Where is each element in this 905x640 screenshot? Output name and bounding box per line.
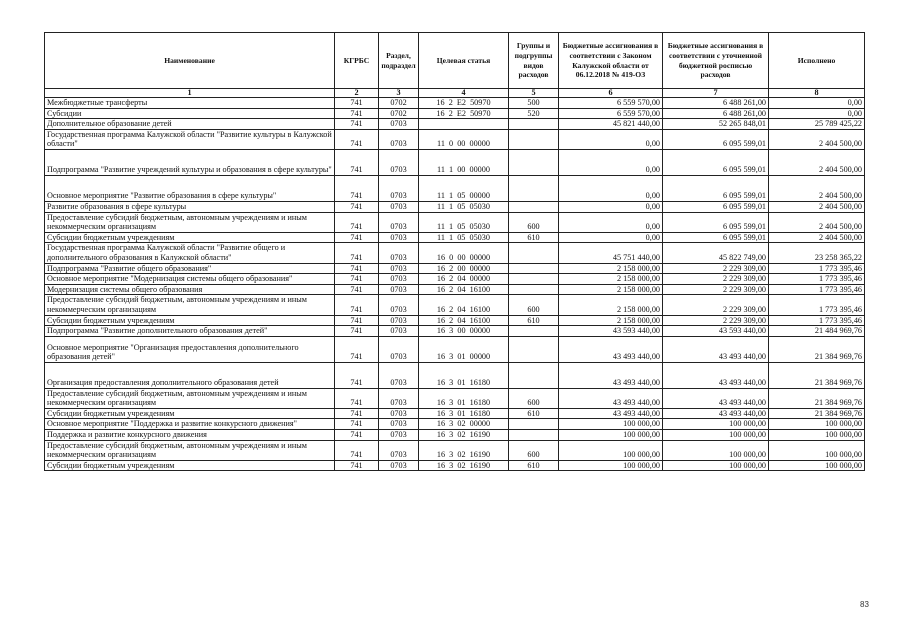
section-cell: 0703 [379, 243, 419, 263]
expense-group-cell [509, 175, 559, 201]
refined-allocation-cell: 52 265 848,01 [663, 119, 769, 130]
row-name-cell: Основное мероприятие "Развитие образования в сфере культуры" [45, 175, 335, 201]
row-name-cell: Подпрограмма "Развитие общего образования" [45, 263, 335, 274]
row-name-cell: Подпрограмма "Развитие учреждений культуры и образования в сфере культуры" [45, 149, 335, 175]
table-row [45, 212, 865, 232]
table-row [45, 460, 865, 471]
executed-cell: 23 258 365,22 [769, 243, 865, 263]
executed-cell: 2 404 500,00 [769, 175, 865, 201]
law-allocation-cell: 100 000,00 [559, 430, 663, 441]
target-article-cell: 16 2 04 00000 [419, 274, 509, 285]
row-name-cell: Подпрограмма "Развитие дополнительного образования детей" [45, 326, 335, 337]
row-name-cell: Государственная программа Калужской области "Развитие культуры в Калужской области" [45, 129, 335, 149]
expense-group-cell [509, 362, 559, 388]
refined-allocation-cell: 100 000,00 [663, 440, 769, 460]
executed-cell: 21 384 969,76 [769, 336, 865, 362]
section-cell: 0703 [379, 326, 419, 337]
kgrbs-cell: 741 [335, 460, 379, 471]
section-cell: 0703 [379, 129, 419, 149]
row-name-cell: Основное мероприятие "Поддержка и развитие конкурсного движения" [45, 419, 335, 430]
row-name-cell: Субсидии бюджетным учреждениям [45, 315, 335, 326]
table-row [45, 149, 865, 175]
row-name-cell: Предоставление субсидий бюджетным, автономным учреждениям и иным некоммерческим организациям [45, 388, 335, 408]
target-article-cell: 16 3 02 00000 [419, 419, 509, 430]
refined-allocation-cell: 43 493 440,00 [663, 388, 769, 408]
column-number: 5 [509, 89, 559, 98]
kgrbs-cell: 741 [335, 263, 379, 274]
expense-group-cell [509, 336, 559, 362]
table-row [45, 336, 865, 362]
law-allocation-cell: 0,00 [559, 149, 663, 175]
table-row [45, 243, 865, 263]
target-article-cell: 16 3 01 00000 [419, 336, 509, 362]
section-cell: 0702 [379, 98, 419, 109]
kgrbs-cell: 741 [335, 326, 379, 337]
target-article-cell: 16 3 02 16190 [419, 430, 509, 441]
kgrbs-cell: 741 [335, 175, 379, 201]
law-allocation-cell: 0,00 [559, 212, 663, 232]
section-cell: 0703 [379, 336, 419, 362]
section-cell: 0703 [379, 175, 419, 201]
law-allocation-cell: 6 559 570,00 [559, 98, 663, 109]
target-article-cell: 11 1 05 05030 [419, 212, 509, 232]
kgrbs-cell: 741 [335, 388, 379, 408]
column-number: 8 [769, 89, 865, 98]
section-cell: 0703 [379, 201, 419, 212]
law-allocation-cell: 43 493 440,00 [559, 388, 663, 408]
executed-cell: 1 773 395,46 [769, 315, 865, 326]
table-row [45, 98, 865, 109]
section-cell: 0703 [379, 408, 419, 419]
refined-allocation-cell: 43 593 440,00 [663, 326, 769, 337]
section-cell: 0703 [379, 119, 419, 130]
target-article-cell: 16 2 00 00000 [419, 263, 509, 274]
row-name-cell: Организация предоставления дополнительного образования детей [45, 362, 335, 388]
kgrbs-cell: 741 [335, 243, 379, 263]
header-law-allocations: Бюджетные ассигнования в соответствии с Законом Калужской области от 06.12.2018 № 419-ОЗ [559, 33, 663, 89]
law-allocation-cell: 43 593 440,00 [559, 326, 663, 337]
table-row [45, 430, 865, 441]
kgrbs-cell: 741 [335, 108, 379, 119]
target-article-cell: 16 3 00 00000 [419, 326, 509, 337]
row-name-cell: Межбюджетные трансферты [45, 98, 335, 109]
row-name-cell: Развитие образования в сфере культуры [45, 201, 335, 212]
expense-group-cell: 600 [509, 388, 559, 408]
row-name-cell: Субсидии бюджетным учреждениям [45, 460, 335, 471]
kgrbs-cell: 741 [335, 274, 379, 285]
table-row [45, 315, 865, 326]
refined-allocation-cell: 100 000,00 [663, 460, 769, 471]
table-row [45, 201, 865, 212]
refined-allocation-cell: 6 095 599,01 [663, 212, 769, 232]
refined-allocation-cell: 43 493 440,00 [663, 362, 769, 388]
law-allocation-cell: 6 559 570,00 [559, 108, 663, 119]
table-row [45, 284, 865, 295]
law-allocation-cell: 100 000,00 [559, 460, 663, 471]
kgrbs-cell: 741 [335, 315, 379, 326]
target-article-cell: 11 1 05 05030 [419, 232, 509, 243]
expense-group-cell [509, 430, 559, 441]
section-cell: 0703 [379, 284, 419, 295]
law-allocation-cell: 0,00 [559, 175, 663, 201]
row-name-cell: Субсидии [45, 108, 335, 119]
section-cell: 0703 [379, 212, 419, 232]
kgrbs-cell: 741 [335, 119, 379, 130]
refined-allocation-cell: 45 822 749,00 [663, 243, 769, 263]
row-name-cell: Основное мероприятие "Модернизация системы общего образования" [45, 274, 335, 285]
row-name-cell: Субсидии бюджетным учреждениям [45, 408, 335, 419]
refined-allocation-cell: 43 493 440,00 [663, 408, 769, 419]
target-article-cell: 11 1 05 05030 [419, 201, 509, 212]
law-allocation-cell: 100 000,00 [559, 419, 663, 430]
expense-group-cell [509, 419, 559, 430]
kgrbs-cell: 741 [335, 419, 379, 430]
section-cell: 0703 [379, 274, 419, 285]
header-target: Целевая статья [419, 33, 509, 89]
law-allocation-cell: 0,00 [559, 201, 663, 212]
expense-group-cell [509, 263, 559, 274]
kgrbs-cell: 741 [335, 149, 379, 175]
budget-execution-table [44, 32, 865, 471]
refined-allocation-cell: 2 229 309,00 [663, 263, 769, 274]
expense-group-cell: 610 [509, 408, 559, 419]
table-row [45, 129, 865, 149]
section-cell: 0703 [379, 149, 419, 175]
executed-cell: 100 000,00 [769, 419, 865, 430]
refined-allocation-cell: 6 488 261,00 [663, 98, 769, 109]
executed-cell: 2 404 500,00 [769, 149, 865, 175]
refined-allocation-cell: 6 095 599,01 [663, 149, 769, 175]
kgrbs-cell: 741 [335, 98, 379, 109]
target-article-cell: 16 3 01 16180 [419, 362, 509, 388]
column-number: 3 [379, 89, 419, 98]
executed-cell: 1 773 395,46 [769, 263, 865, 274]
row-name-cell: Предоставление субсидий бюджетным, автономным учреждениям и иным некоммерческим организациям [45, 295, 335, 315]
law-allocation-cell: 2 158 000,00 [559, 315, 663, 326]
refined-allocation-cell: 2 229 309,00 [663, 284, 769, 295]
section-cell: 0703 [379, 232, 419, 243]
executed-cell: 2 404 500,00 [769, 232, 865, 243]
kgrbs-cell: 741 [335, 232, 379, 243]
section-cell: 0703 [379, 388, 419, 408]
table-row [45, 108, 865, 119]
expense-group-cell: 600 [509, 440, 559, 460]
kgrbs-cell: 741 [335, 336, 379, 362]
table-row [45, 388, 865, 408]
column-number-row [45, 89, 865, 98]
executed-cell: 2 404 500,00 [769, 212, 865, 232]
row-name-cell: Дополнительное образование детей [45, 119, 335, 130]
expense-group-cell [509, 284, 559, 295]
expense-group-cell: 600 [509, 212, 559, 232]
executed-cell: 0,00 [769, 98, 865, 109]
law-allocation-cell: 2 158 000,00 [559, 263, 663, 274]
table-row [45, 362, 865, 388]
kgrbs-cell: 741 [335, 212, 379, 232]
table-row [45, 419, 865, 430]
target-article-cell: 16 3 01 16180 [419, 388, 509, 408]
row-name-cell: Государственная программа Калужской области "Развитие общего и дополнительного образования в Калужской области" [45, 243, 335, 263]
expense-group-cell [509, 119, 559, 130]
expense-group-cell [509, 274, 559, 285]
law-allocation-cell: 2 158 000,00 [559, 284, 663, 295]
table-body [45, 98, 865, 471]
expense-group-cell [509, 149, 559, 175]
row-name-cell: Предоставление субсидий бюджетным, автономным учреждениям и иным некоммерческим организациям [45, 212, 335, 232]
table-row [45, 175, 865, 201]
expense-group-cell: 610 [509, 232, 559, 243]
expense-group-cell [509, 129, 559, 149]
law-allocation-cell: 0,00 [559, 129, 663, 149]
section-cell: 0702 [379, 108, 419, 119]
expense-group-cell: 610 [509, 315, 559, 326]
row-name-cell: Основное мероприятие "Организация предоставления дополнительного образования детей" [45, 336, 335, 362]
header-row [45, 33, 865, 89]
target-article-cell: 16 3 02 16190 [419, 440, 509, 460]
refined-allocation-cell: 6 488 261,00 [663, 108, 769, 119]
executed-cell: 100 000,00 [769, 430, 865, 441]
target-article-cell: 11 1 05 00000 [419, 175, 509, 201]
executed-cell: 1 773 395,46 [769, 274, 865, 285]
kgrbs-cell: 741 [335, 408, 379, 419]
executed-cell: 100 000,00 [769, 440, 865, 460]
target-article-cell: 16 2 04 16100 [419, 284, 509, 295]
row-name-cell: Предоставление субсидий бюджетным, автономным учреждениям и иным некоммерческим организациям [45, 440, 335, 460]
law-allocation-cell: 43 493 440,00 [559, 336, 663, 362]
target-article-cell [419, 119, 509, 130]
column-number: 7 [663, 89, 769, 98]
executed-cell: 1 773 395,46 [769, 284, 865, 295]
kgrbs-cell: 741 [335, 129, 379, 149]
executed-cell: 25 789 425,22 [769, 119, 865, 130]
header-refined-allocations: Бюджетные ассигнования в соответствии с уточненной бюджетной росписью расходов [663, 33, 769, 89]
table-row [45, 263, 865, 274]
section-cell: 0703 [379, 460, 419, 471]
table-row [45, 440, 865, 460]
refined-allocation-cell: 6 095 599,01 [663, 201, 769, 212]
section-cell: 0703 [379, 430, 419, 441]
refined-allocation-cell: 100 000,00 [663, 430, 769, 441]
column-number: 2 [335, 89, 379, 98]
law-allocation-cell: 45 821 440,00 [559, 119, 663, 130]
executed-cell: 1 773 395,46 [769, 295, 865, 315]
law-allocation-cell: 43 493 440,00 [559, 362, 663, 388]
kgrbs-cell: 741 [335, 295, 379, 315]
law-allocation-cell: 100 000,00 [559, 440, 663, 460]
refined-allocation-cell: 6 095 599,01 [663, 129, 769, 149]
header-executed: Исполнено [769, 33, 865, 89]
target-article-cell: 16 3 02 16190 [419, 460, 509, 471]
executed-cell: 2 404 500,00 [769, 201, 865, 212]
kgrbs-cell: 741 [335, 440, 379, 460]
expense-group-cell: 520 [509, 108, 559, 119]
section-cell: 0703 [379, 295, 419, 315]
law-allocation-cell: 0,00 [559, 232, 663, 243]
table-row [45, 232, 865, 243]
section-cell: 0703 [379, 263, 419, 274]
target-article-cell: 16 2 04 16100 [419, 295, 509, 315]
refined-allocation-cell: 2 229 309,00 [663, 315, 769, 326]
table-row [45, 274, 865, 285]
executed-cell: 21 384 969,76 [769, 388, 865, 408]
column-number: 1 [45, 89, 335, 98]
refined-allocation-cell: 2 229 309,00 [663, 274, 769, 285]
column-number: 6 [559, 89, 663, 98]
header-kgrbs: КГРБС [335, 33, 379, 89]
executed-cell: 2 404 500,00 [769, 129, 865, 149]
target-article-cell: 11 1 00 00000 [419, 149, 509, 175]
table-row [45, 119, 865, 130]
expense-group-cell [509, 201, 559, 212]
target-article-cell: 16 2 04 16100 [419, 315, 509, 326]
target-article-cell: 11 0 00 00000 [419, 129, 509, 149]
executed-cell: 21 384 969,76 [769, 362, 865, 388]
refined-allocation-cell: 100 000,00 [663, 419, 769, 430]
expense-group-cell: 500 [509, 98, 559, 109]
executed-cell: 100 000,00 [769, 460, 865, 471]
header-name: Наименование [45, 33, 335, 89]
law-allocation-cell: 43 493 440,00 [559, 408, 663, 419]
kgrbs-cell: 741 [335, 362, 379, 388]
expense-group-cell: 600 [509, 295, 559, 315]
target-article-cell: 16 2 Е2 50970 [419, 108, 509, 119]
target-article-cell: 16 0 00 00000 [419, 243, 509, 263]
table-row [45, 408, 865, 419]
expense-group-cell [509, 243, 559, 263]
section-cell: 0703 [379, 440, 419, 460]
expense-group-cell [509, 326, 559, 337]
page-number: 83 [860, 600, 869, 609]
kgrbs-cell: 741 [335, 284, 379, 295]
executed-cell: 21 484 969,76 [769, 326, 865, 337]
table-row [45, 295, 865, 315]
law-allocation-cell: 45 751 440,00 [559, 243, 663, 263]
column-number: 4 [419, 89, 509, 98]
kgrbs-cell: 741 [335, 201, 379, 212]
target-article-cell: 16 2 Е2 50970 [419, 98, 509, 109]
refined-allocation-cell: 2 229 309,00 [663, 295, 769, 315]
row-name-cell: Субсидии бюджетным учреждениям [45, 232, 335, 243]
executed-cell: 0,00 [769, 108, 865, 119]
executed-cell: 21 384 969,76 [769, 408, 865, 419]
expense-group-cell: 610 [509, 460, 559, 471]
refined-allocation-cell: 6 095 599,01 [663, 232, 769, 243]
refined-allocation-cell: 43 493 440,00 [663, 336, 769, 362]
row-name-cell: Модернизация системы общего образования [45, 284, 335, 295]
section-cell: 0703 [379, 419, 419, 430]
law-allocation-cell: 2 158 000,00 [559, 295, 663, 315]
refined-allocation-cell: 6 095 599,01 [663, 175, 769, 201]
header-expense-groups: Группы и подгруппы видов расходов [509, 33, 559, 89]
header-section: Раздел, подраздел [379, 33, 419, 89]
law-allocation-cell: 2 158 000,00 [559, 274, 663, 285]
section-cell: 0703 [379, 362, 419, 388]
target-article-cell: 16 3 01 16180 [419, 408, 509, 419]
row-name-cell: Поддержка и развитие конкурсного движения [45, 430, 335, 441]
section-cell: 0703 [379, 315, 419, 326]
table-row [45, 326, 865, 337]
kgrbs-cell: 741 [335, 430, 379, 441]
